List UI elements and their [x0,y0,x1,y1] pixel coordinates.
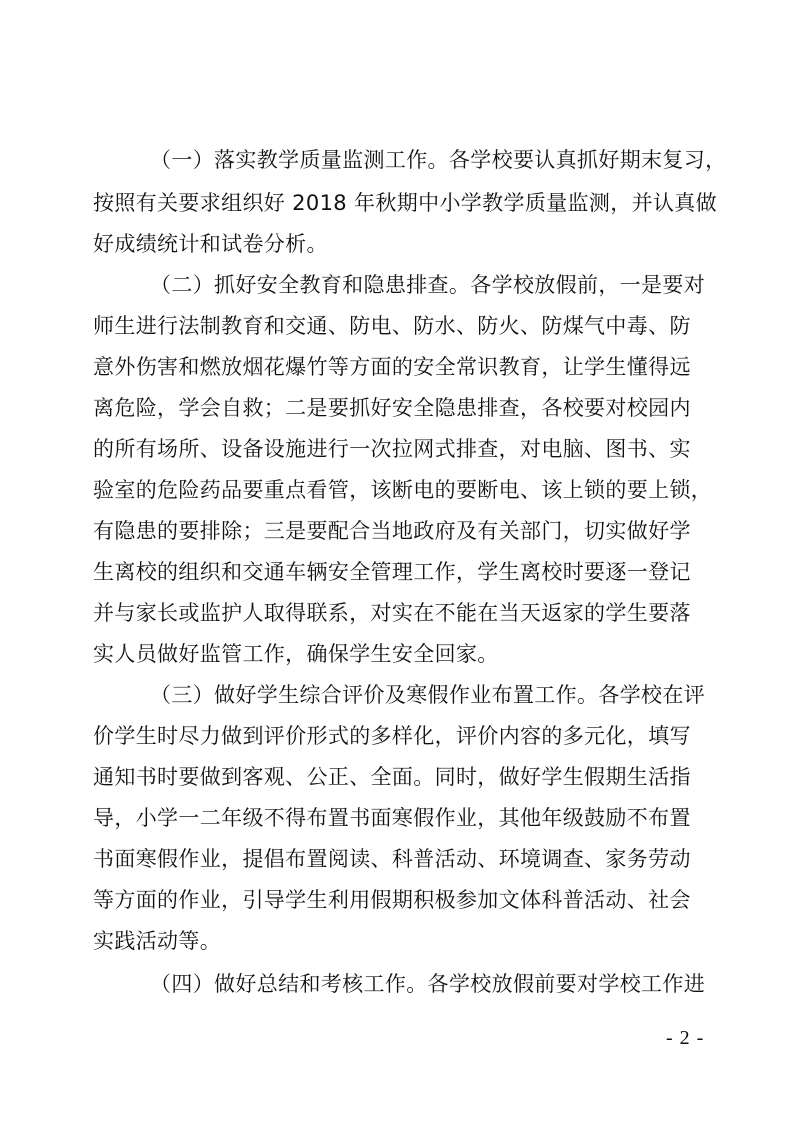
text-line: 通知书时要做到客观、公正、全面。同时，做好学生假期生活指 [93,765,691,789]
text-line: 的所有场所、设备设施进行一次拉网式排查，对电脑、图书、实 [93,437,691,461]
text-line: 实人员做好监管工作，确保学生安全回家。 [93,642,499,666]
text-line: （三）做好学生综合评价及寒假作业布置工作。各学校在评 [150,683,706,707]
text-line: 按照有关要求组织好 2018 年秋期中小学教学质量监测，并认真做 [93,191,717,215]
text-line: （一）落实教学质量监测工作。各学校要认真抓好期末复习， [150,148,727,172]
text-line: 等方面的作业，引导学生利用假期积极参加文体科普活动、社会 [93,888,691,912]
text-line: 好成绩统计和试卷分析。 [93,232,328,256]
text-line: 并与家长或监护人取得联系，对实在不能在当天返家的学生要落 [93,601,691,625]
text-line: 导，小学一二年级不得布置书面寒假作业，其他年级鼓励不布置 [93,806,691,830]
text-line: 验室的危险药品要重点看管，该断电的要断电、该上锁的要上锁， [93,478,713,502]
page-number: - 2 - [666,1027,705,1049]
text-line: 书面寒假作业，提倡布置阅读、科普活动、环境调查、家务劳动 [93,847,691,871]
text-line: 有隐患的要排除；三是要配合当地政府及有关部门，切实做好学 [93,519,691,543]
text-line: （四）做好总结和考核工作。各学校放假前要对学校工作进 [150,972,706,996]
text-line: 离危险，学会自救；二是要抓好安全隐患排查，各校要对校园内 [93,396,691,420]
text-line: 师生进行法制教育和交通、防电、防水、防火、防煤气中毒、防 [93,314,691,338]
text-line: 实践活动等。 [93,929,222,953]
text-line: 意外伤害和燃放烟花爆竹等方面的安全常识教育，让学生懂得远 [93,355,691,379]
text-line: 价学生时尽力做到评价形式的多样化，评价内容的多元化，填写 [93,724,691,748]
text-line: （二）抓好安全教育和隐患排查。各学校放假前，一是要对 [150,273,706,297]
text-line: 生离校的组织和交通车辆安全管理工作，学生离校时要逐一登记 [93,560,691,584]
